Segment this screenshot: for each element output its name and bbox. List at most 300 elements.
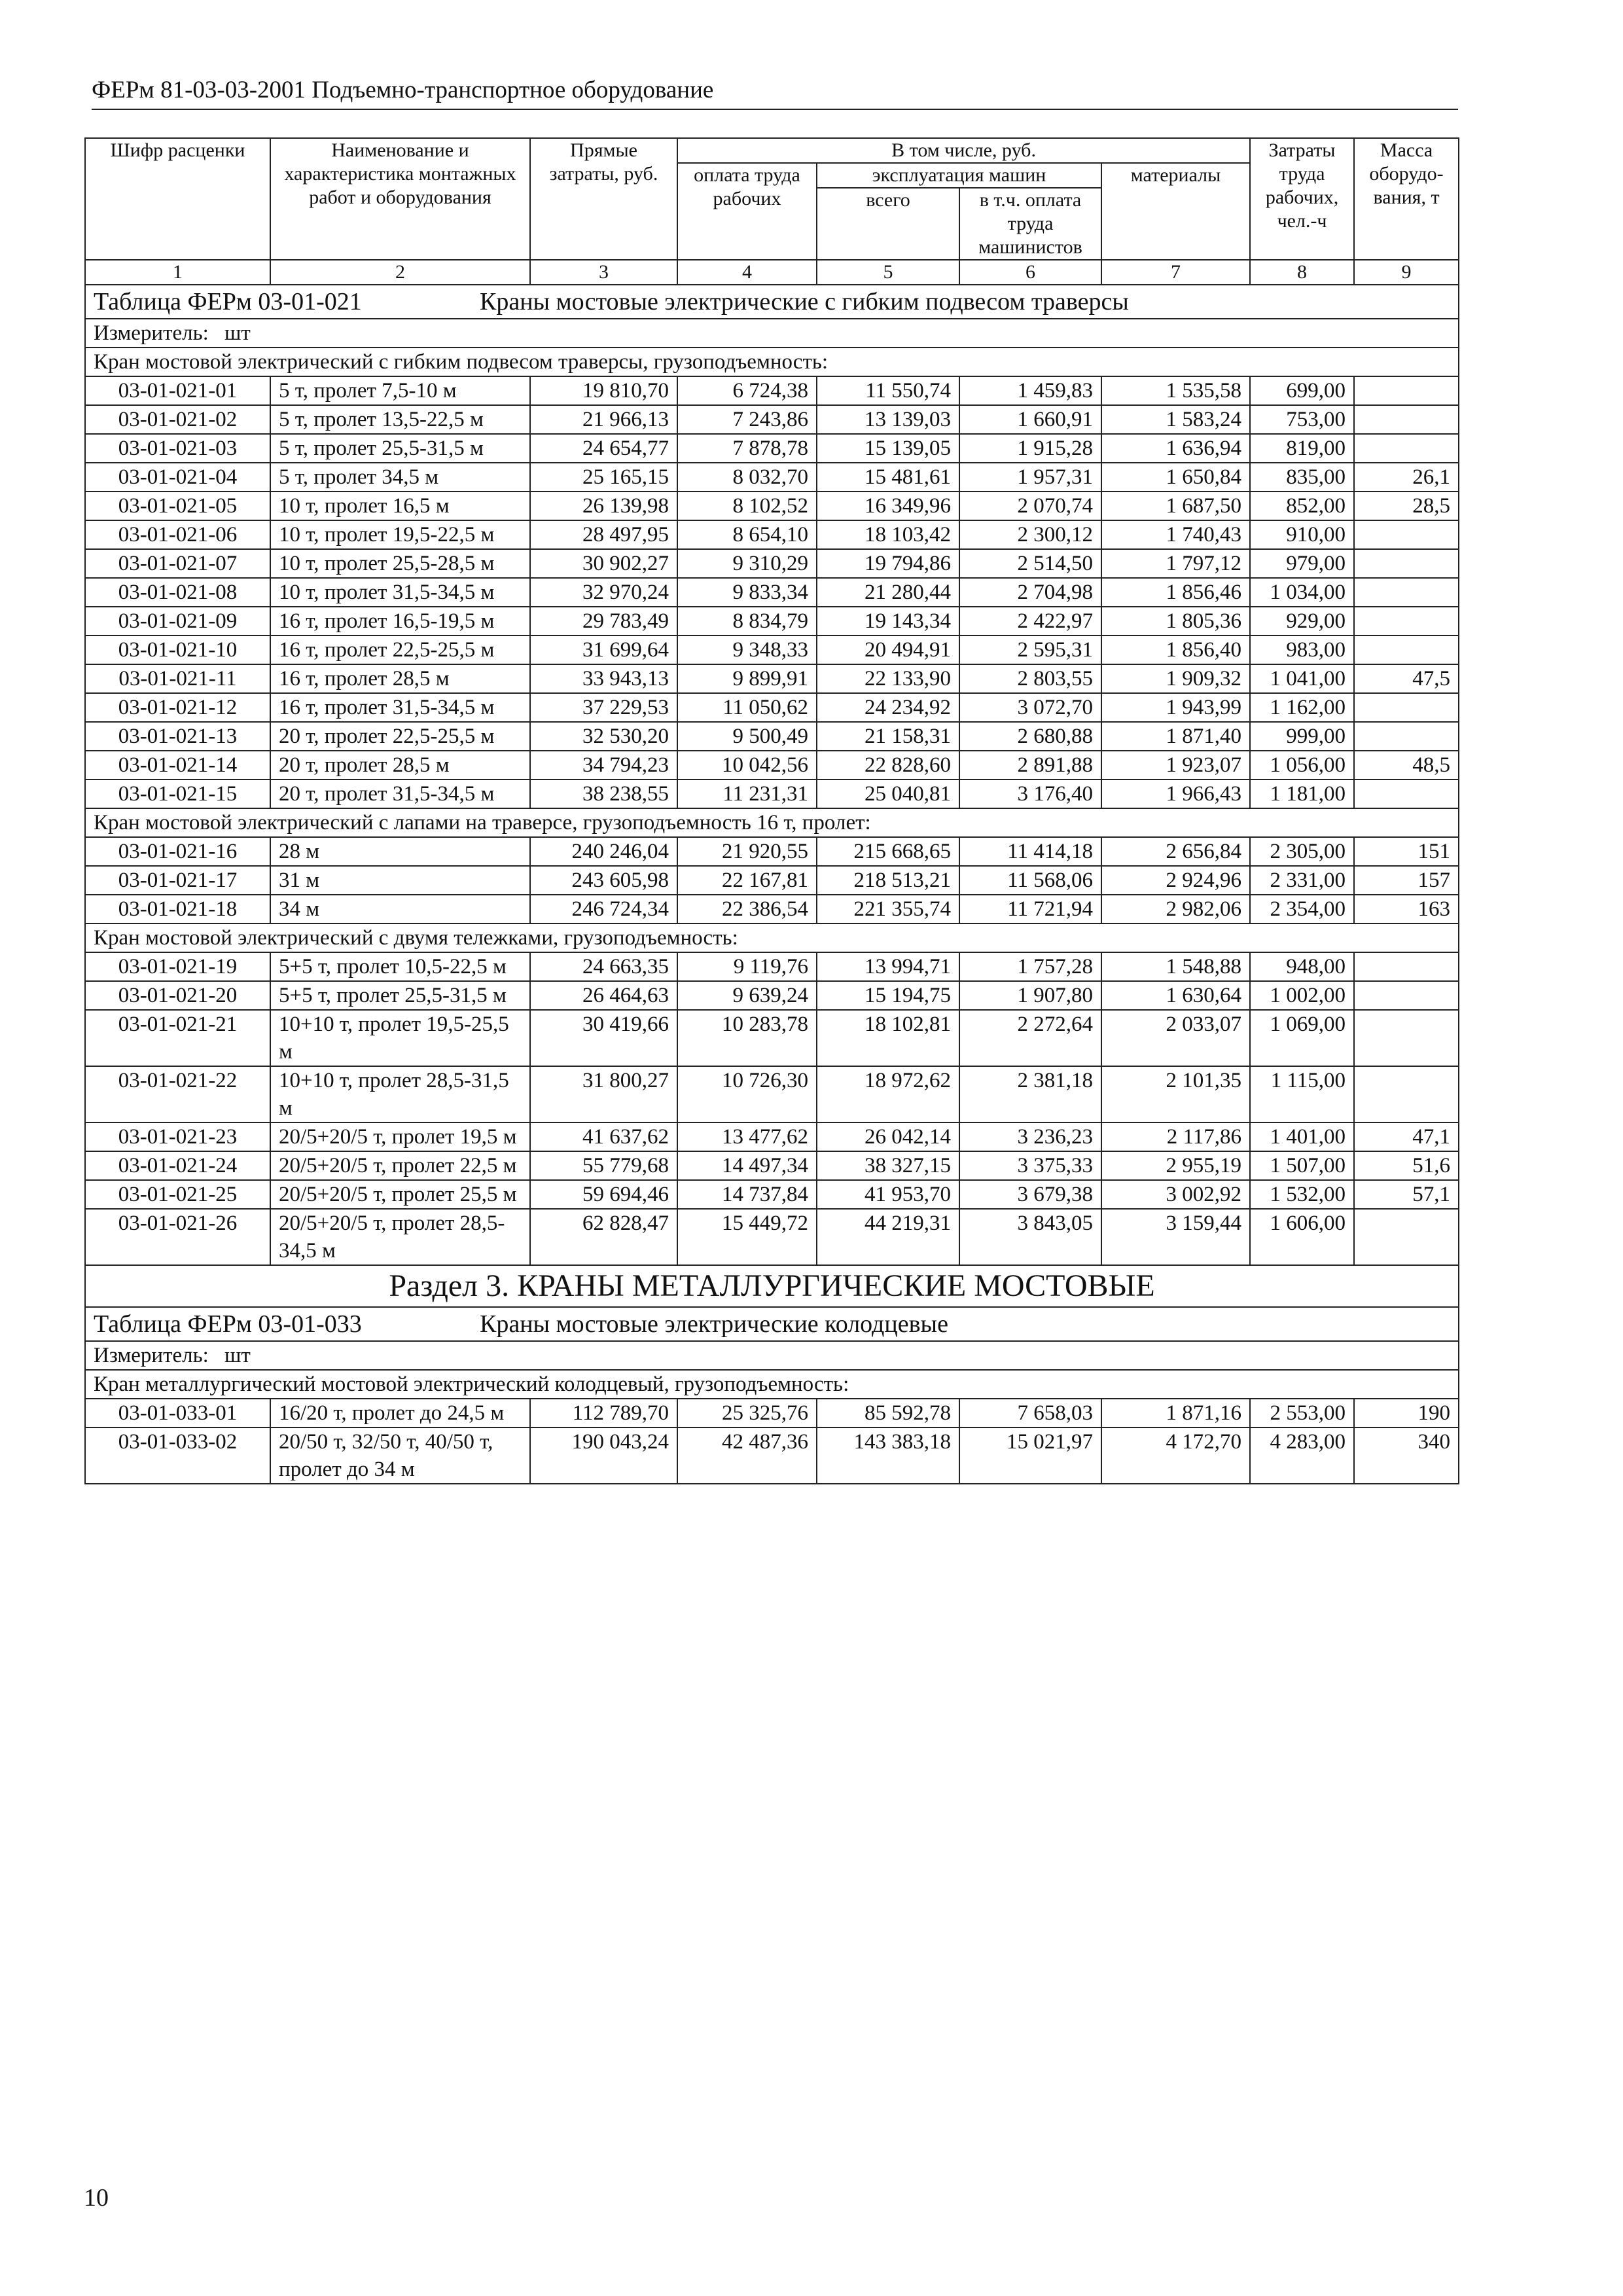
machines-total: 19 143,34 bbox=[817, 607, 959, 636]
equipment-mass: 48,5 bbox=[1354, 751, 1459, 780]
col-number: 6 bbox=[959, 260, 1101, 285]
machines-pay: 2 803,55 bbox=[959, 664, 1101, 693]
table-row bbox=[85, 578, 1459, 607]
rate-code: 03-01-021-09 bbox=[85, 607, 270, 636]
table-row bbox=[85, 1209, 1459, 1265]
table-row bbox=[85, 1399, 1459, 1427]
rate-code: 03-01-021-18 bbox=[85, 895, 270, 924]
table-row bbox=[85, 1427, 1459, 1484]
materials-cost: 2 656,84 bbox=[1101, 837, 1250, 866]
materials-cost: 1 856,40 bbox=[1101, 636, 1250, 664]
machines-pay: 11 568,06 bbox=[959, 866, 1101, 895]
group-title: Кран мостовой электрический с гибким подвесом траверсы, грузоподъемность: bbox=[85, 348, 1459, 376]
direct-cost: 21 966,13 bbox=[530, 405, 677, 434]
machines-total: 15 194,75 bbox=[817, 981, 959, 1010]
work-name: 20 т, пролет 31,5-34,5 м bbox=[270, 780, 530, 808]
machines-pay: 3 843,05 bbox=[959, 1209, 1101, 1265]
col-pay-header: оплата труда рабочих bbox=[677, 163, 817, 260]
table-row bbox=[85, 866, 1459, 895]
machines-pay: 1 660,91 bbox=[959, 405, 1101, 434]
table-row bbox=[85, 520, 1459, 549]
materials-cost: 1 805,36 bbox=[1101, 607, 1250, 636]
labor-pay: 8 834,79 bbox=[677, 607, 817, 636]
materials-cost: 2 982,06 bbox=[1101, 895, 1250, 924]
equipment-mass bbox=[1354, 722, 1459, 751]
labor-cost: 835,00 bbox=[1250, 463, 1354, 492]
section-title: Раздел 3. КРАНЫ МЕТАЛЛУРГИЧЕСКИЕ МОСТОВЫЕ bbox=[85, 1265, 1459, 1307]
col-labor-header: Затраты труда рабочих, чел.-ч bbox=[1250, 138, 1354, 260]
rate-code: 03-01-021-26 bbox=[85, 1209, 270, 1265]
machines-total: 13 994,71 bbox=[817, 952, 959, 981]
materials-cost: 1 909,32 bbox=[1101, 664, 1250, 693]
equipment-mass bbox=[1354, 693, 1459, 722]
materials-cost: 1 535,58 bbox=[1101, 376, 1250, 405]
machines-pay: 2 704,98 bbox=[959, 578, 1101, 607]
machines-total: 11 550,74 bbox=[817, 376, 959, 405]
materials-cost: 1 797,12 bbox=[1101, 549, 1250, 578]
labor-cost: 948,00 bbox=[1250, 952, 1354, 981]
work-name: 5 т, пролет 7,5-10 м bbox=[270, 376, 530, 405]
machines-pay: 7 658,03 bbox=[959, 1399, 1101, 1427]
table-row bbox=[85, 952, 1459, 981]
work-name: 5+5 т, пролет 10,5-22,5 м bbox=[270, 952, 530, 981]
equipment-mass bbox=[1354, 1010, 1459, 1066]
col-number: 9 bbox=[1354, 260, 1459, 285]
rate-code: 03-01-021-22 bbox=[85, 1066, 270, 1122]
machines-total: 18 103,42 bbox=[817, 520, 959, 549]
direct-cost: 41 637,62 bbox=[530, 1122, 677, 1151]
machines-total: 25 040,81 bbox=[817, 780, 959, 808]
rate-code: 03-01-021-02 bbox=[85, 405, 270, 434]
machines-pay: 11 721,94 bbox=[959, 895, 1101, 924]
table-row bbox=[85, 1066, 1459, 1122]
table-title-row bbox=[85, 1307, 1459, 1341]
rate-code: 03-01-021-04 bbox=[85, 463, 270, 492]
machines-pay: 3 072,70 bbox=[959, 693, 1101, 722]
table-row bbox=[85, 722, 1459, 751]
direct-cost: 19 810,70 bbox=[530, 376, 677, 405]
table-row bbox=[85, 981, 1459, 1010]
work-name: 10+10 т, пролет 19,5-25,5 м bbox=[270, 1010, 530, 1066]
equipment-mass bbox=[1354, 376, 1459, 405]
table-header bbox=[85, 138, 1459, 285]
machines-total: 143 383,18 bbox=[817, 1427, 959, 1484]
group-title: Кран металлургический мостовой электрический колодцевый, грузоподъемность: bbox=[85, 1370, 1459, 1399]
meter-row bbox=[85, 319, 1459, 348]
table-subtitle: Краны мостовые электрические колодцевые bbox=[480, 1310, 948, 1338]
labor-pay: 11 050,62 bbox=[677, 693, 817, 722]
labor-cost: 1 034,00 bbox=[1250, 578, 1354, 607]
rate-code: 03-01-033-01 bbox=[85, 1399, 270, 1427]
direct-cost: 34 794,23 bbox=[530, 751, 677, 780]
meter-row bbox=[85, 1341, 1459, 1370]
rate-code: 03-01-021-13 bbox=[85, 722, 270, 751]
labor-pay: 21 920,55 bbox=[677, 837, 817, 866]
machines-pay: 3 236,23 bbox=[959, 1122, 1101, 1151]
labor-cost: 1 069,00 bbox=[1250, 1010, 1354, 1066]
group-title: Кран мостовой электрический с двумя тележками, грузоподъемность: bbox=[85, 924, 1459, 952]
labor-pay: 9 310,29 bbox=[677, 549, 817, 578]
materials-cost: 1 687,50 bbox=[1101, 492, 1250, 520]
direct-cost: 30 419,66 bbox=[530, 1010, 677, 1066]
machines-total: 19 794,86 bbox=[817, 549, 959, 578]
direct-cost: 33 943,13 bbox=[530, 664, 677, 693]
rate-code: 03-01-021-21 bbox=[85, 1010, 270, 1066]
machines-total: 18 972,62 bbox=[817, 1066, 959, 1122]
work-name: 20 т, пролет 28,5 м bbox=[270, 751, 530, 780]
work-name: 5+5 т, пролет 25,5-31,5 м bbox=[270, 981, 530, 1010]
labor-cost: 983,00 bbox=[1250, 636, 1354, 664]
machines-total: 13 139,03 bbox=[817, 405, 959, 434]
machines-total: 20 494,91 bbox=[817, 636, 959, 664]
labor-cost: 1 181,00 bbox=[1250, 780, 1354, 808]
table-row bbox=[85, 434, 1459, 463]
group-title-row bbox=[85, 808, 1459, 837]
labor-pay: 22 167,81 bbox=[677, 866, 817, 895]
labor-cost: 699,00 bbox=[1250, 376, 1354, 405]
labor-cost: 1 115,00 bbox=[1250, 1066, 1354, 1122]
col-number: 5 bbox=[817, 260, 959, 285]
work-name: 5 т, пролет 13,5-22,5 м bbox=[270, 405, 530, 434]
machines-total: 18 102,81 bbox=[817, 1010, 959, 1066]
table-row bbox=[85, 492, 1459, 520]
direct-cost: 240 246,04 bbox=[530, 837, 677, 866]
machines-total: 26 042,14 bbox=[817, 1122, 959, 1151]
equipment-mass bbox=[1354, 520, 1459, 549]
machines-pay: 2 272,64 bbox=[959, 1010, 1101, 1066]
labor-pay: 11 231,31 bbox=[677, 780, 817, 808]
equipment-mass: 57,1 bbox=[1354, 1180, 1459, 1209]
machines-total: 41 953,70 bbox=[817, 1180, 959, 1209]
work-name: 10 т, пролет 25,5-28,5 м bbox=[270, 549, 530, 578]
labor-cost: 1 002,00 bbox=[1250, 981, 1354, 1010]
direct-cost: 24 663,35 bbox=[530, 952, 677, 981]
direct-cost: 31 699,64 bbox=[530, 636, 677, 664]
direct-cost: 38 238,55 bbox=[530, 780, 677, 808]
col-machines-total-header: всего bbox=[817, 188, 959, 260]
rate-code: 03-01-021-19 bbox=[85, 952, 270, 981]
col-name-header: Наименование и характеристика монтажных работ и оборудования bbox=[270, 138, 530, 260]
direct-cost: 26 139,98 bbox=[530, 492, 677, 520]
work-name: 20/5+20/5 т, пролет 22,5 м bbox=[270, 1151, 530, 1180]
equipment-mass bbox=[1354, 981, 1459, 1010]
machines-total: 21 280,44 bbox=[817, 578, 959, 607]
direct-cost: 26 464,63 bbox=[530, 981, 677, 1010]
equipment-mass: 340 bbox=[1354, 1427, 1459, 1484]
col-mass-header: Масса оборудо-вания, т bbox=[1354, 138, 1459, 260]
equipment-mass bbox=[1354, 405, 1459, 434]
table-row bbox=[85, 1122, 1459, 1151]
table-code: Таблица ФЕРм 03-01-021 bbox=[94, 288, 362, 315]
labor-pay: 42 487,36 bbox=[677, 1427, 817, 1484]
table-title-row bbox=[85, 285, 1459, 319]
work-name: 16 т, пролет 16,5-19,5 м bbox=[270, 607, 530, 636]
labor-pay: 22 386,54 bbox=[677, 895, 817, 924]
direct-cost: 112 789,70 bbox=[530, 1399, 677, 1427]
direct-cost: 32 530,20 bbox=[530, 722, 677, 751]
rate-code: 03-01-021-11 bbox=[85, 664, 270, 693]
rates-table bbox=[84, 137, 1459, 1484]
table-row bbox=[85, 1151, 1459, 1180]
labor-cost: 910,00 bbox=[1250, 520, 1354, 549]
table-title bbox=[85, 1307, 1459, 1341]
machines-pay: 1 459,83 bbox=[959, 376, 1101, 405]
table-row bbox=[85, 376, 1459, 405]
labor-pay: 9 119,76 bbox=[677, 952, 817, 981]
labor-cost: 999,00 bbox=[1250, 722, 1354, 751]
machines-pay: 2 680,88 bbox=[959, 722, 1101, 751]
work-name: 10 т, пролет 16,5 м bbox=[270, 492, 530, 520]
table-row bbox=[85, 463, 1459, 492]
labor-pay: 9 833,34 bbox=[677, 578, 817, 607]
labor-cost: 2 354,00 bbox=[1250, 895, 1354, 924]
machines-pay: 3 176,40 bbox=[959, 780, 1101, 808]
equipment-mass bbox=[1354, 1209, 1459, 1265]
labor-cost: 852,00 bbox=[1250, 492, 1354, 520]
col-number: 3 bbox=[530, 260, 677, 285]
labor-pay: 7 878,78 bbox=[677, 434, 817, 463]
work-name: 31 м bbox=[270, 866, 530, 895]
group-title-row bbox=[85, 924, 1459, 952]
rate-code: 03-01-021-07 bbox=[85, 549, 270, 578]
group-title-row bbox=[85, 1370, 1459, 1399]
meter bbox=[85, 1341, 1459, 1370]
machines-total: 215 668,65 bbox=[817, 837, 959, 866]
table-row bbox=[85, 664, 1459, 693]
materials-cost: 1 636,94 bbox=[1101, 434, 1250, 463]
materials-cost: 2 117,86 bbox=[1101, 1122, 1250, 1151]
direct-cost: 55 779,68 bbox=[530, 1151, 677, 1180]
meter-unit: шт bbox=[224, 321, 251, 345]
equipment-mass: 26,1 bbox=[1354, 463, 1459, 492]
table-code: Таблица ФЕРм 03-01-033 bbox=[94, 1310, 362, 1338]
rate-code: 03-01-021-25 bbox=[85, 1180, 270, 1209]
machines-pay: 1 957,31 bbox=[959, 463, 1101, 492]
labor-cost: 753,00 bbox=[1250, 405, 1354, 434]
labor-pay: 14 737,84 bbox=[677, 1180, 817, 1209]
direct-cost: 31 800,27 bbox=[530, 1066, 677, 1122]
machines-total: 44 219,31 bbox=[817, 1209, 959, 1265]
materials-cost: 1 856,46 bbox=[1101, 578, 1250, 607]
materials-cost: 1 966,43 bbox=[1101, 780, 1250, 808]
rate-code: 03-01-021-24 bbox=[85, 1151, 270, 1180]
machines-total: 38 327,15 bbox=[817, 1151, 959, 1180]
work-name: 20/50 т, 32/50 т, 40/50 т, пролет до 34 м bbox=[270, 1427, 530, 1484]
machines-total: 15 139,05 bbox=[817, 434, 959, 463]
labor-pay: 8 102,52 bbox=[677, 492, 817, 520]
table-row bbox=[85, 780, 1459, 808]
machines-total: 22 133,90 bbox=[817, 664, 959, 693]
labor-cost: 4 283,00 bbox=[1250, 1427, 1354, 1484]
equipment-mass: 190 bbox=[1354, 1399, 1459, 1427]
group-title-row bbox=[85, 348, 1459, 376]
work-name: 10 т, пролет 31,5-34,5 м bbox=[270, 578, 530, 607]
materials-cost: 2 101,35 bbox=[1101, 1066, 1250, 1122]
materials-cost: 1 630,64 bbox=[1101, 981, 1250, 1010]
direct-cost: 24 654,77 bbox=[530, 434, 677, 463]
rate-code: 03-01-021-06 bbox=[85, 520, 270, 549]
machines-total: 24 234,92 bbox=[817, 693, 959, 722]
labor-cost: 929,00 bbox=[1250, 607, 1354, 636]
meter-label: Измеритель: bbox=[94, 321, 209, 345]
direct-cost: 59 694,46 bbox=[530, 1180, 677, 1209]
table-row bbox=[85, 1180, 1459, 1209]
rate-code: 03-01-021-15 bbox=[85, 780, 270, 808]
labor-pay: 6 724,38 bbox=[677, 376, 817, 405]
rate-code: 03-01-021-20 bbox=[85, 981, 270, 1010]
labor-pay: 10 726,30 bbox=[677, 1066, 817, 1122]
machines-total: 22 828,60 bbox=[817, 751, 959, 780]
table-row bbox=[85, 607, 1459, 636]
labor-cost: 1 056,00 bbox=[1250, 751, 1354, 780]
labor-cost: 1 532,00 bbox=[1250, 1180, 1354, 1209]
labor-pay: 15 449,72 bbox=[677, 1209, 817, 1265]
group-title: Кран мостовой электрический с лапами на траверсе, грузоподъемность 16 т, пролет: bbox=[85, 808, 1459, 837]
equipment-mass: 47,1 bbox=[1354, 1122, 1459, 1151]
work-name: 16 т, пролет 28,5 м bbox=[270, 664, 530, 693]
materials-cost: 4 172,70 bbox=[1101, 1427, 1250, 1484]
direct-cost: 243 605,98 bbox=[530, 866, 677, 895]
materials-cost: 1 650,84 bbox=[1101, 463, 1250, 492]
machines-pay: 1 757,28 bbox=[959, 952, 1101, 981]
machines-pay: 2 381,18 bbox=[959, 1066, 1101, 1122]
materials-cost: 1 923,07 bbox=[1101, 751, 1250, 780]
direct-cost: 32 970,24 bbox=[530, 578, 677, 607]
work-name: 5 т, пролет 34,5 м bbox=[270, 463, 530, 492]
table-title bbox=[85, 285, 1459, 319]
labor-pay: 25 325,76 bbox=[677, 1399, 817, 1427]
work-name: 10+10 т, пролет 28,5-31,5 м bbox=[270, 1066, 530, 1122]
machines-pay: 2 891,88 bbox=[959, 751, 1101, 780]
labor-pay: 10 042,56 bbox=[677, 751, 817, 780]
equipment-mass: 163 bbox=[1354, 895, 1459, 924]
direct-cost: 190 043,24 bbox=[530, 1427, 677, 1484]
machines-total: 221 355,74 bbox=[817, 895, 959, 924]
direct-cost: 30 902,27 bbox=[530, 549, 677, 578]
direct-cost: 62 828,47 bbox=[530, 1209, 677, 1265]
labor-cost: 819,00 bbox=[1250, 434, 1354, 463]
work-name: 28 м bbox=[270, 837, 530, 866]
machines-pay: 15 021,97 bbox=[959, 1427, 1101, 1484]
materials-cost: 3 002,92 bbox=[1101, 1180, 1250, 1209]
rate-code: 03-01-021-12 bbox=[85, 693, 270, 722]
machines-pay: 1 915,28 bbox=[959, 434, 1101, 463]
meter-unit: шт bbox=[224, 1344, 251, 1367]
equipment-mass bbox=[1354, 636, 1459, 664]
materials-cost: 2 033,07 bbox=[1101, 1010, 1250, 1066]
table-row bbox=[85, 895, 1459, 924]
labor-pay: 8 654,10 bbox=[677, 520, 817, 549]
rate-code: 03-01-021-17 bbox=[85, 866, 270, 895]
machines-total: 16 349,96 bbox=[817, 492, 959, 520]
work-name: 20/5+20/5 т, пролет 28,5-34,5 м bbox=[270, 1209, 530, 1265]
table-subtitle: Краны мостовые электрические с гибким подвесом траверсы bbox=[480, 288, 1129, 315]
materials-cost: 1 740,43 bbox=[1101, 520, 1250, 549]
equipment-mass: 28,5 bbox=[1354, 492, 1459, 520]
table-body bbox=[85, 285, 1459, 1484]
rate-code: 03-01-021-16 bbox=[85, 837, 270, 866]
direct-cost: 29 783,49 bbox=[530, 607, 677, 636]
labor-pay: 9 348,33 bbox=[677, 636, 817, 664]
materials-cost: 2 955,19 bbox=[1101, 1151, 1250, 1180]
materials-cost: 1 583,24 bbox=[1101, 405, 1250, 434]
equipment-mass bbox=[1354, 780, 1459, 808]
labor-cost: 1 401,00 bbox=[1250, 1122, 1354, 1151]
labor-cost: 1 606,00 bbox=[1250, 1209, 1354, 1265]
equipment-mass: 151 bbox=[1354, 837, 1459, 866]
labor-cost: 2 305,00 bbox=[1250, 837, 1354, 866]
materials-cost: 3 159,44 bbox=[1101, 1209, 1250, 1265]
equipment-mass: 47,5 bbox=[1354, 664, 1459, 693]
rate-code: 03-01-021-23 bbox=[85, 1122, 270, 1151]
materials-cost: 1 943,99 bbox=[1101, 693, 1250, 722]
col-number: 4 bbox=[677, 260, 817, 285]
labor-pay: 9 899,91 bbox=[677, 664, 817, 693]
labor-pay: 7 243,86 bbox=[677, 405, 817, 434]
rate-code: 03-01-021-05 bbox=[85, 492, 270, 520]
work-name: 16/20 т, пролет до 24,5 м bbox=[270, 1399, 530, 1427]
direct-cost: 25 165,15 bbox=[530, 463, 677, 492]
labor-pay: 9 639,24 bbox=[677, 981, 817, 1010]
table-row bbox=[85, 1010, 1459, 1066]
column-numbers-row bbox=[85, 260, 1459, 285]
machines-pay: 2 514,50 bbox=[959, 549, 1101, 578]
col-number: 1 bbox=[85, 260, 270, 285]
machines-pay: 2 300,12 bbox=[959, 520, 1101, 549]
table-row bbox=[85, 636, 1459, 664]
table-row bbox=[85, 693, 1459, 722]
machines-pay: 11 414,18 bbox=[959, 837, 1101, 866]
machines-pay: 3 375,33 bbox=[959, 1151, 1101, 1180]
materials-cost: 2 924,96 bbox=[1101, 866, 1250, 895]
materials-cost: 1 871,16 bbox=[1101, 1399, 1250, 1427]
machines-pay: 1 907,80 bbox=[959, 981, 1101, 1010]
labor-cost: 1 041,00 bbox=[1250, 664, 1354, 693]
page-header: ФЕРм 81-03-03-2001 Подъемно-транспортное оборудование bbox=[92, 73, 1458, 110]
rate-code: 03-01-021-08 bbox=[85, 578, 270, 607]
table-row bbox=[85, 751, 1459, 780]
labor-cost: 1 162,00 bbox=[1250, 693, 1354, 722]
labor-pay: 9 500,49 bbox=[677, 722, 817, 751]
rate-code: 03-01-021-10 bbox=[85, 636, 270, 664]
meter-label: Измеритель: bbox=[94, 1344, 209, 1367]
equipment-mass bbox=[1354, 952, 1459, 981]
col-code-header: Шифр расценки bbox=[85, 138, 270, 260]
machines-total: 15 481,61 bbox=[817, 463, 959, 492]
section-title-row bbox=[85, 1265, 1459, 1307]
labor-pay: 8 032,70 bbox=[677, 463, 817, 492]
direct-cost: 37 229,53 bbox=[530, 693, 677, 722]
col-number: 7 bbox=[1101, 260, 1250, 285]
col-machines-header: эксплуатация машин bbox=[817, 163, 1101, 188]
table-row bbox=[85, 405, 1459, 434]
labor-cost: 2 331,00 bbox=[1250, 866, 1354, 895]
labor-cost: 979,00 bbox=[1250, 549, 1354, 578]
col-incl-header: В том числе, руб. bbox=[677, 138, 1250, 163]
equipment-mass bbox=[1354, 1066, 1459, 1122]
equipment-mass: 157 bbox=[1354, 866, 1459, 895]
table-row bbox=[85, 837, 1459, 866]
rate-code: 03-01-021-03 bbox=[85, 434, 270, 463]
machines-pay: 2 595,31 bbox=[959, 636, 1101, 664]
rate-code: 03-01-033-02 bbox=[85, 1427, 270, 1484]
work-name: 20/5+20/5 т, пролет 25,5 м bbox=[270, 1180, 530, 1209]
equipment-mass bbox=[1354, 578, 1459, 607]
rate-code: 03-01-021-14 bbox=[85, 751, 270, 780]
materials-cost: 1 871,40 bbox=[1101, 722, 1250, 751]
work-name: 20 т, пролет 22,5-25,5 м bbox=[270, 722, 530, 751]
materials-cost: 1 548,88 bbox=[1101, 952, 1250, 981]
